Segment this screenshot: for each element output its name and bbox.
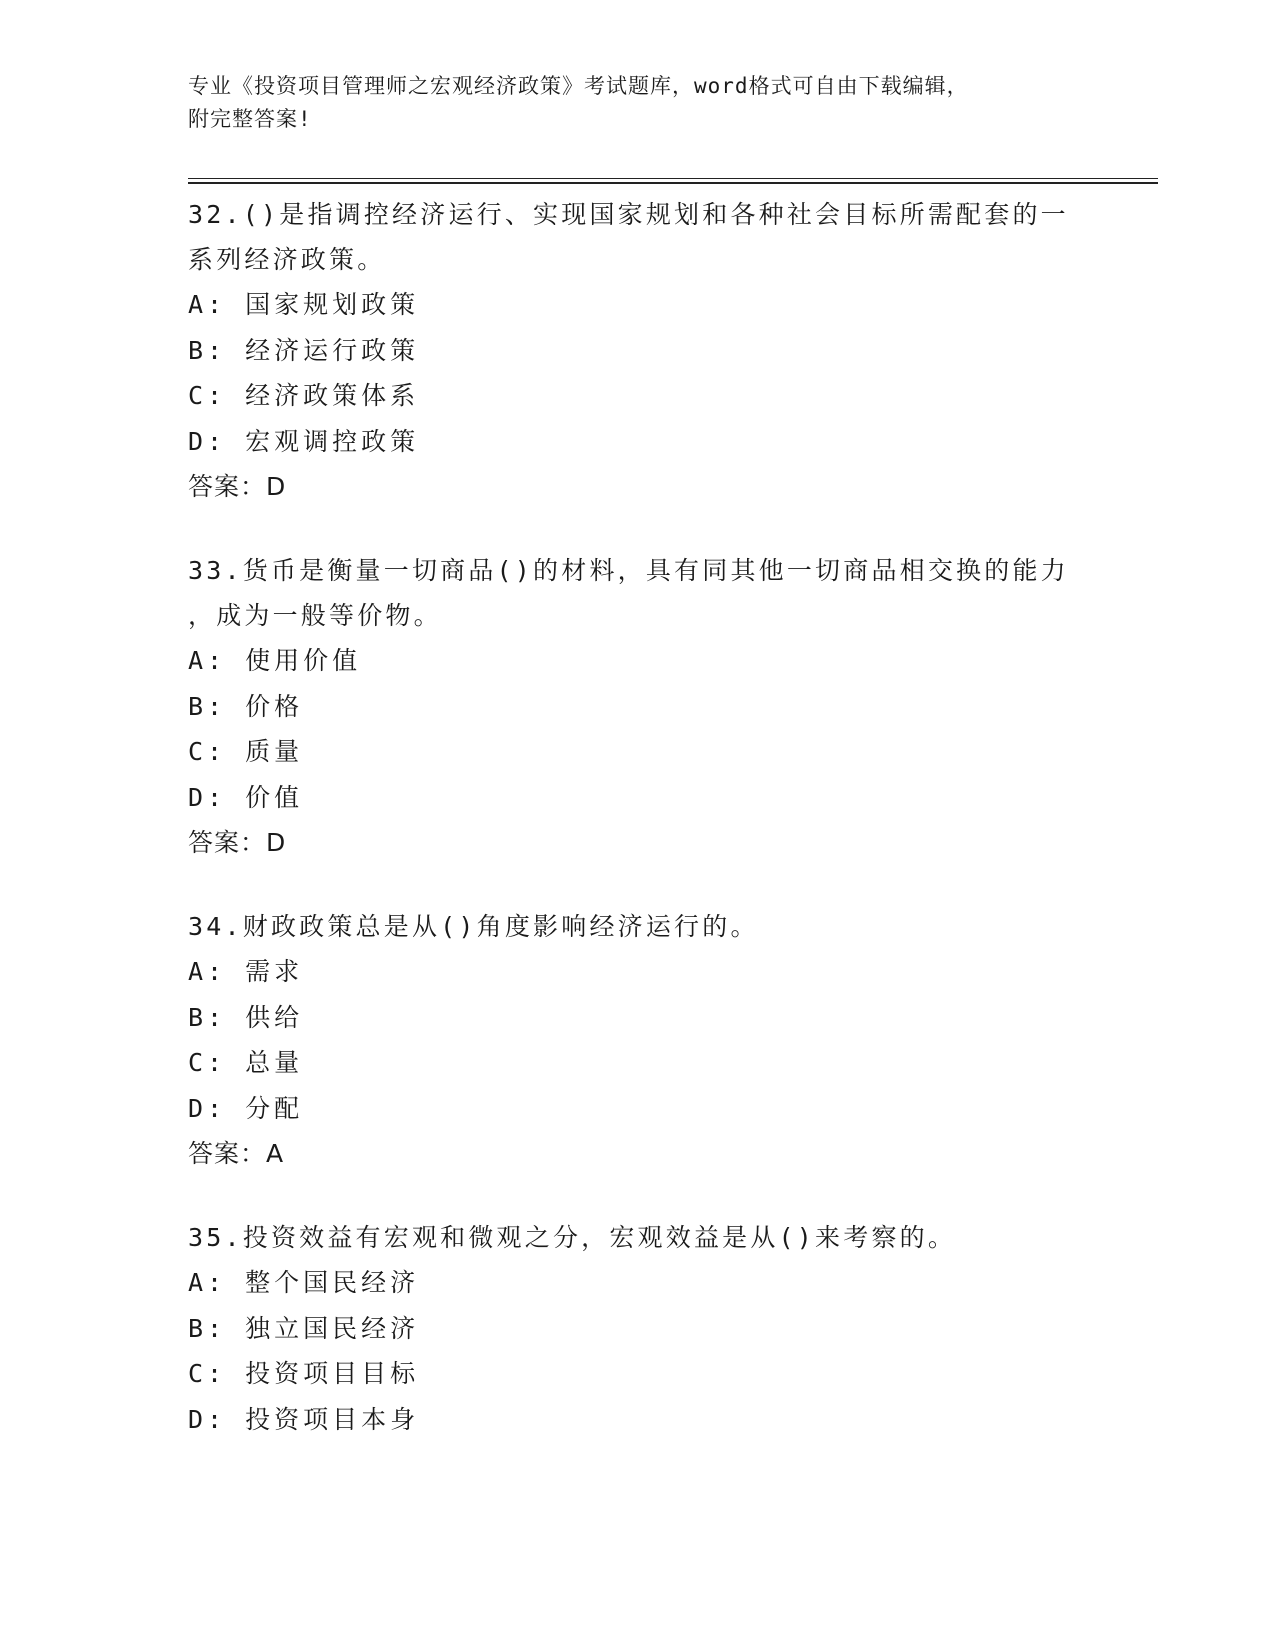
question-32 [188,192,1158,510]
document-header [188,70,1158,178]
question-stem [188,192,1088,282]
question-stem [188,548,1088,638]
option-b: B: 经济运行政策 [188,335,420,365]
question-stem-line-2: ，成为一般等价物。 [188,601,442,630]
question-list [188,192,1158,1480]
question-35 [188,1215,1158,1442]
question-stem-line-2: 系列经济政策。 [188,245,386,274]
option-c: C: 总量 [188,1048,304,1077]
option-a: A: 国家规划政策 [188,290,420,319]
question-stem-line-1: 34.财政政策总是从()角度影响经济运行的。 [188,912,759,941]
question-stem-line-1: 35.投资效益有宏观和微观之分，宏观效益是从()来考察的。 [188,1223,957,1252]
header-line-2: 附完整答案! [188,107,312,131]
option-b: B: 供给 [188,1002,304,1032]
option-c: C: 经济政策体系 [188,381,420,410]
option-a: A: 需求 [188,957,304,986]
option-a: A: 使用价值 [188,646,362,675]
question-stem-line-1: 33.货币是衡量一切商品()的材料，具有同其他一切商品相交换的能力 [188,556,1069,585]
question-33 [188,548,1158,866]
question-stem [188,1215,1088,1260]
option-c: C: 投资项目目标 [188,1359,420,1388]
option-c: C: 质量 [188,737,304,766]
option-d: D: 宏观调控政策 [188,426,420,456]
option-a: A: 整个国民经济 [188,1268,420,1297]
option-d: D: 价值 [188,782,304,812]
answer-line: 答案：A [188,1139,285,1168]
option-b: B: 价格 [188,691,304,721]
header-divider [188,178,1158,184]
document-page [188,70,1158,1434]
option-b: B: 独立国民经济 [188,1313,420,1343]
question-stem-line-1: 32.()是指调控经济运行、实现国家规划和各种社会目标所需配套的一 [188,200,1069,229]
option-d: D: 投资项目本身 [188,1404,420,1434]
answer-line: 答案：D [188,472,287,501]
question-34 [188,904,1158,1177]
question-stem [188,904,1088,949]
header-line-1: 专业《投资项目管理师之宏观经济政策》考试题库，word格式可自由下载编辑， [188,74,969,98]
option-d: D: 分配 [188,1093,304,1123]
answer-line: 答案：D [188,828,287,857]
